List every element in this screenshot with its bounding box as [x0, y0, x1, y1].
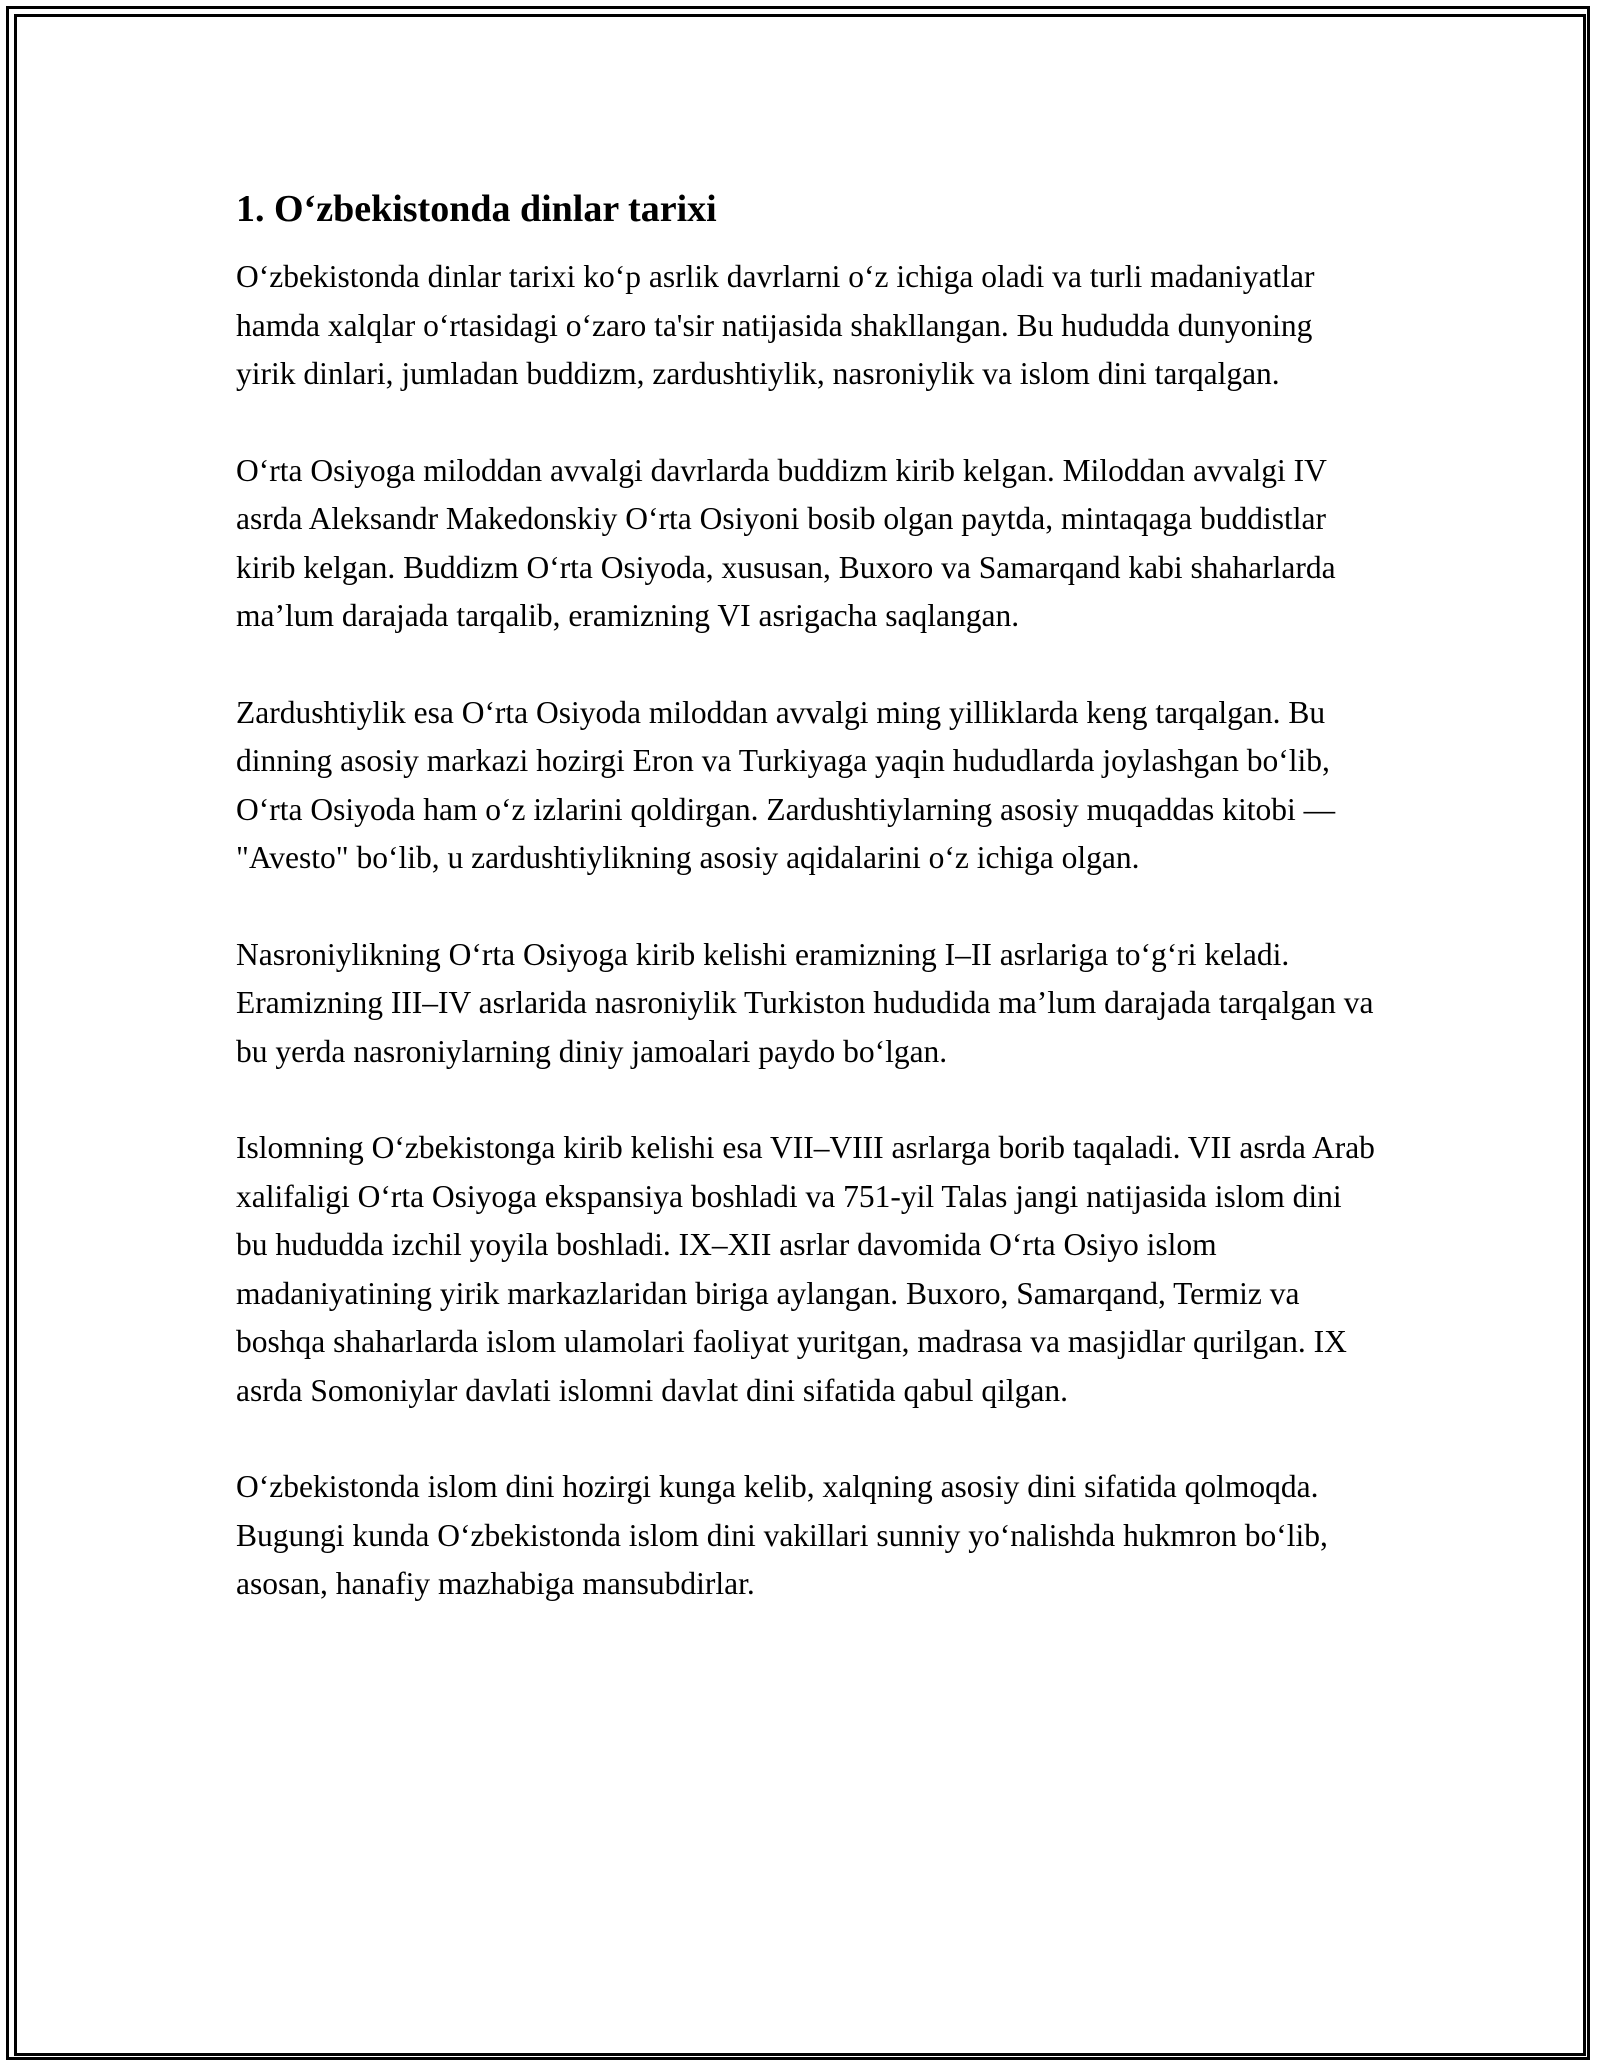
paragraph-buddhism: O‘rta Osiyoga miloddan avvalgi davrlarda buddizm kirib kelgan. Miloddan avvalgi IV asrda Aleksandr Makedonskiy O‘rta Osiyoni bosib olgan paytda, mintaqaga buddistlar kirib kelgan. Buddizm O‘rta Osiyoda, xususan, Buxoro va Samarqand kabi shaharlarda ma’lum darajada tarqalib, eramizning VI asrigacha saqlangan.: [236, 452, 1336, 633]
document-body: [236, 185, 1376, 1657]
paragraph-islam-today: O‘zbekistonda islom dini hozirgi kunga kelib, xalqning asosiy dini sifatida qolmoqda. Bugungi kunda O‘zbekistonda islom dini vakillari sunniy yo‘nalishda hukmron bo‘lib, asosan, hanafiy mazhabiga mansubdirlar.: [236, 1469, 1328, 1601]
section-heading: 1. O‘zbekistonda dinlar tarixi: [236, 188, 717, 230]
paragraph-christianity: Nasroniylikning O‘rta Osiyoga kirib kelishi eramizning I–II asrlariga to‘g‘ri keladi. Eramizning III–IV asrlarida nasroniylik Turkiston hududida ma’lum darajada tarqalgan va bu yerda nasroniylarning diniy jamoalari paydo bo‘lgan.: [236, 936, 1374, 1069]
paragraph-islam-history: Islomning O‘zbekistonga kirib kelishi esa VII–VIII asrlarga borib taqaladi. VII asrda Arab xalifaligi O‘rta Osiyoga ekspansiya boshladi va 751-yil Talas jangi natijasida islom dini bu hududda izchil yoyila boshladi. IX–XII asrlar davomida O‘rta Osiyo islom madaniyatining yirik markazlaridan biriga aylangan. Buxoro, Samarqand, Termiz va boshqa shaharlarda islom ulamolari faoliyat yuritgan, madrasa va masjidlar qurilgan. IX asrda Somoniylar davlati islomni davlat dini sifatida qabul qilgan.: [236, 1130, 1375, 1408]
paragraph-intro: O‘zbekistonda dinlar tarixi ko‘p asrlik davrlarni o‘z ichiga oladi va turli madaniyatlar hamda xalqlar o‘rtasidagi o‘zaro ta'sir natijasida shakllangan. Bu hududda dunyoning yirik dinlari, jumladan buddizm, zardushtiylik, nasroniylik va islom dini tarqalgan.: [236, 259, 1315, 391]
paragraph-zoroastrianism: Zardushtiylik esa O‘rta Osiyoda miloddan avvalgi ming yilliklarda keng tarqalgan. Bu dinning asosiy markazi hozirgi Eron va Turkiyaga yaqin hududlarda joylashgan bo‘lib, O‘rta Osiyoda ham o‘z izlarini qoldirgan. Zardushtiylarning asosiy muqaddas kitobi — "Avesto" bo‘lib, u zardushtiylikning asosiy aqidalarini o‘z ichiga olgan.: [236, 694, 1336, 875]
